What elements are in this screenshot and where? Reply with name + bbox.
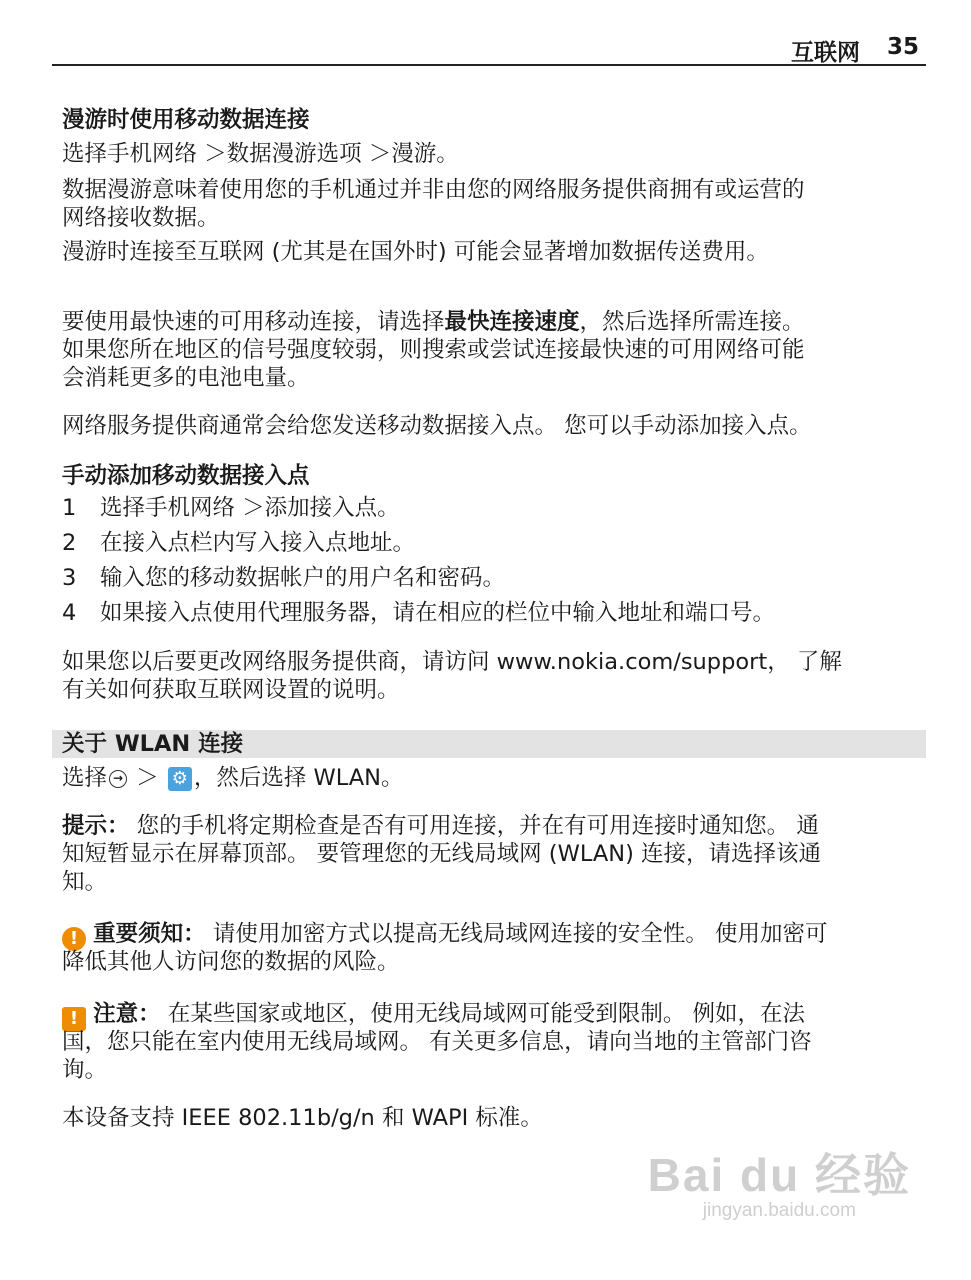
watermark-url: jingyan.baidu.com <box>702 1200 856 1221</box>
settings-gear-icon: ⚙ <box>168 767 192 791</box>
step-text: 选择手机网络 ＞添加接入点。 <box>100 495 400 521</box>
step-number: 1 <box>62 495 77 521</box>
important-text-1: 请使用加密方式以提高无线局域网连接的安全性。 使用加密可 <box>205 921 828 947</box>
wlan-select-pre: 选择 <box>62 765 108 791</box>
note-line-1 <box>62 1000 805 1031</box>
roaming-para-line-2: 网络接收数据。 <box>62 205 220 231</box>
fastest-connection-option: 最快连接速度 <box>444 309 580 335</box>
baidu-watermark <box>648 1150 911 1222</box>
roaming-heading: 漫游时使用移动数据连接 <box>62 107 310 133</box>
roaming-para-line-1: 数据漫游意味着使用您的手机通过并非由您的网络服务提供商拥有或运营的 <box>62 177 805 203</box>
wlan-heading: 关于 WLAN 连接 <box>62 731 244 757</box>
access-point-note: 网络服务提供商通常会给您发送移动数据接入点。 您可以手动添加接入点。 <box>62 413 812 439</box>
wlan-select-path <box>62 764 404 792</box>
step-number: 3 <box>62 565 77 591</box>
wlan-standards: 本设备支持 IEEE 802.11b/g/n 和 WAPI 标准。 <box>62 1105 543 1131</box>
step-text: 如果接入点使用代理服务器，请在相应的栏位中输入地址和端口号。 <box>100 600 776 626</box>
circle-arrow-icon: → <box>109 770 127 788</box>
roaming-cost-note: 漫游时连接至互联网 (尤其是在国外时) 可能会显著增加数据传送费用。 <box>62 239 769 265</box>
note-line-3: 询。 <box>62 1057 108 1083</box>
speed-line-3: 会消耗更多的电池电量。 <box>62 365 310 391</box>
header-rule <box>52 64 926 66</box>
important-line-2: 降低其他人访问您的数据的风险。 <box>62 949 400 975</box>
support-line-1: 如果您以后要更改网络服务提供商，请访问 www.nokia.com/support， 了解 <box>62 649 842 675</box>
baidu-logo: Bai du 经验 <box>647 1149 911 1201</box>
note-text-1: 在某些国家或地区，使用无线局域网可能受到限制。 例如，在法 <box>160 1001 805 1027</box>
important-warning-icon: ! <box>62 927 86 951</box>
tip-text-1: 您的手机将定期检查是否有可用连接，并在有可用连接时通知您。 通 <box>129 813 819 839</box>
note-line-2: 国，您只能在室内使用无线局域网。 有关更多信息，请向当地的主管部门咨 <box>62 1029 812 1055</box>
tip-line-1 <box>62 812 819 840</box>
important-label: 重要须知： <box>93 921 206 947</box>
chapter-title: 互联网 <box>791 40 860 66</box>
important-line-1 <box>62 920 827 951</box>
speed-line-2: 如果您所在地区的信号强度较弱，则搜索或尝试连接最快速的可用网络可能 <box>62 337 805 363</box>
speed-line-1 <box>62 308 805 336</box>
step-text: 在接入点栏内写入接入点地址。 <box>100 530 416 556</box>
page-number: 35 <box>886 34 919 60</box>
caution-icon: ! <box>62 1007 86 1031</box>
step-number: 2 <box>62 530 77 556</box>
roaming-path: 选择手机网络 ＞数据漫游选项 ＞漫游。 <box>62 141 459 167</box>
tip-line-3: 知。 <box>62 869 108 895</box>
speed-text-post: ，然后选择所需连接。 <box>579 309 805 335</box>
manual-ap-heading: 手动添加移动数据接入点 <box>62 463 310 489</box>
wlan-select-post: ，然后选择 WLAN。 <box>193 765 404 791</box>
note-label: 注意： <box>93 1001 161 1027</box>
step-number: 4 <box>62 600 77 626</box>
tip-label: 提示： <box>62 813 130 839</box>
support-line-2: 有关如何获取互联网设置的说明。 <box>62 677 400 703</box>
wlan-select-sep: ＞ <box>136 765 159 791</box>
speed-text-pre: 要使用最快速的可用移动连接，请选择 <box>62 309 445 335</box>
tip-line-2: 知短暂显示在屏幕顶部。 要管理您的无线局域网 (WLAN) 连接，请选择该通 <box>62 841 822 867</box>
step-text: 输入您的移动数据帐户的用户名和密码。 <box>100 565 506 591</box>
